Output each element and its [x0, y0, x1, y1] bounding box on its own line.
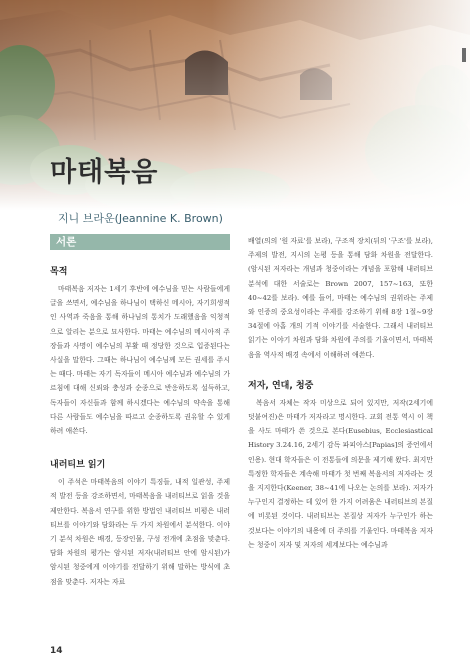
- subheading-author-date-audience: 저자, 연대, 청중: [248, 380, 314, 391]
- paragraph-author-date-audience: 복음서 자체는 작자 미상으로 되어 있지만, 저작(2세기에 덧붙여진)은 마태가 저자라고 명시한다. 교회 전통 역시 이 책을 사도 마태가 쓴 것으로 본다(Eusebius, Ecclesiastical History 3.24.16, 2세기 감독 파피아스[Papias]의 증언에서 인용). 현대 학자들은 이 전통들에 의문을 제기해 왔다. 최지만 특정한 학자들은 계속해 마태가 첫 번째 복음서의 저자라는 것을 지지한다(Keener, 38~41에 나오는 논의를 보라). 저자가 누구인지 결정하는 데 있어 한 가지 어려움은 내러티브의 본질에 비롯된 것이다. 내러티브는 본질상 저자가 누구인가 하는 것보다는 이야기의 내용에 더 주의를 기울인다. 마태복음 저자는 청중이 저자 및 저자의 세계보다는 예수님과: [248, 398, 433, 549]
- paragraph-narrative-continued: 배열(의의 '원 자료'를 보라), 구조적 장치(뒤의 '구조'를 보라), 주제의 발전, 지시의 논평 등을 통해 담화 차원을 전달한다. (암시된 저자라는 개념과 청중이라는 개념을 포함해 내러티브 분석에 대한 서술로는 Brown 2007, 157~163, 또한 40~42를 보라). 예를 들어, 마태는 예수님의 권위라는 주제와 인증의 중요성이라는 주제를 강조하기 위해 8장 1절~9장 34절에 아홉 개의 기적 이야기를 서술한다. 그래서 내러티브 읽기는 이야기 차원과 담화 차원에 주의를 기울이면서, 마태복음을 역사적 배경 속에서 이해하려 애쓴다.: [248, 237, 433, 359]
- section-header-bar: 서론: [50, 234, 230, 250]
- right-column: [248, 234, 433, 552]
- chapter-title: 마태복음: [50, 157, 159, 188]
- page-number: 14: [50, 646, 63, 656]
- page-edge-marker: [462, 48, 466, 62]
- paragraph-purpose: 마태복음 저자는 1세기 후반에 예수님을 믿는 사람들에게 글을 쓰면서, 예수님을 하나님이 택하신 메시아, 자기희생적인 사역과 죽음을 통해 하나님의 통치가 도래했음을 익청적으로 알리는 분으로 묘사한다. 마태는 예수님의 메시아적 주장들과 사명이 예수님의 부활 때 정당한 것으로 입증된다는 사실을 말한다. 그때는 하나님이 예수님께 모든 권세를 주시는 때다. 마태는 자기 독자들이 메시아 예수님과 예수님의 가르침에 대해 신뢰와 충성과 순종으로 반응하도록 설득하고, 독자들이 자신들과 함께 하시겠다는 예수님의 약속을 통해 다른 사람들도 예수님을 따르고 순종하도록 권유할 수 있게 하려 애쓴다.: [50, 285, 230, 436]
- subheading-purpose: 목적: [50, 267, 68, 277]
- author-line: 지니 브라운(Jeannine K. Brown): [58, 212, 223, 225]
- left-column: [50, 234, 230, 589]
- subheading-narrative-reading: 내러티브 읽기: [50, 460, 106, 471]
- paragraph-narrative-reading: 이 주석은 마태복음의 이야기 특징들, 내적 일관성, 주제적 발전 등을 강조하면서, 마태복음을 내러티브로 읽을 것을 제안한다. 복음서 연구를 위한 방법인 내러티브 비평은 내러티브를 이야기와 담화라는 두 가지 차원에서 분석한다. 이야기 분석 차원은 배경, 등장인물, 구성 전개에 초점을 맞춘다. 담화 차원의 평가는 암시된 저자(내러티브 안에 암시된)가 암시된 청중에게 이야기를 전달하기 위해 말하는 방식에 초점을 맞춘다. 저자는 자료: [50, 478, 230, 586]
